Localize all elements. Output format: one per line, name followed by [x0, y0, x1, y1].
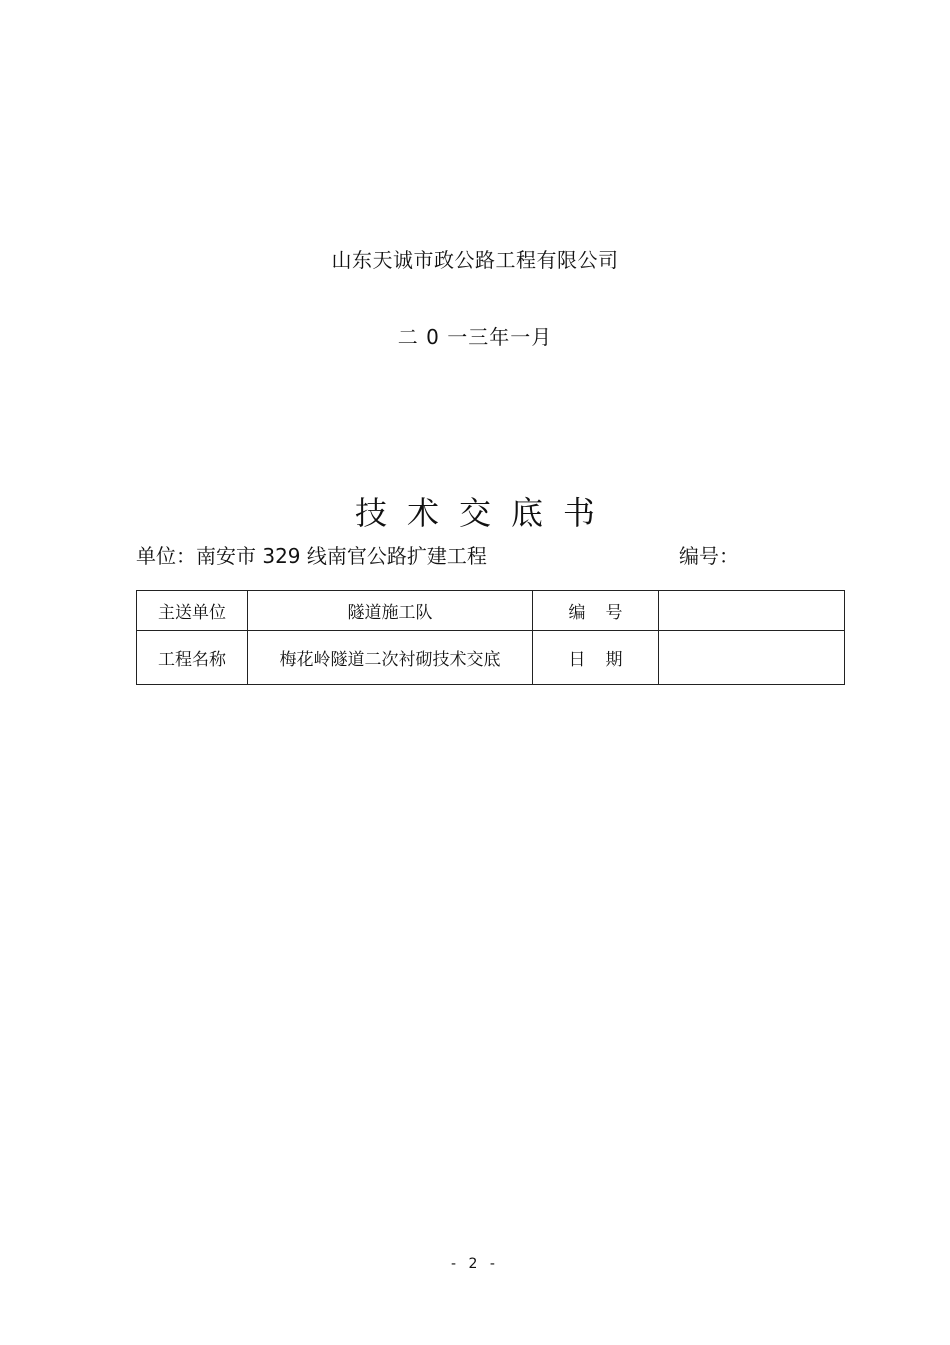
- company-name: 山东天诚市政公路工程有限公司: [331, 248, 619, 272]
- recipient-value: 隧道施工队: [248, 591, 533, 631]
- table-row: [137, 591, 845, 631]
- recipient-label: 主送单位: [137, 591, 248, 631]
- info-table: [136, 590, 845, 685]
- table-row: [137, 631, 845, 685]
- date-cell-label: 日期: [533, 631, 659, 685]
- number-cell-label: 编号: [533, 591, 659, 631]
- issue-date: 二 0 一三年一月: [397, 325, 553, 349]
- number-cell-value: [659, 591, 845, 631]
- number-label: 编号：: [679, 544, 739, 568]
- unit-line: 单位：南安市 329 线南官公路扩建工程: [136, 544, 487, 568]
- page-number: - 2 -: [451, 1256, 499, 1272]
- document-title: 技术交底书: [354, 494, 615, 532]
- project-name-label: 工程名称: [137, 631, 248, 685]
- project-name-value: 梅花岭隧道二次衬砌技术交底: [248, 631, 533, 685]
- date-cell-value: [659, 631, 845, 685]
